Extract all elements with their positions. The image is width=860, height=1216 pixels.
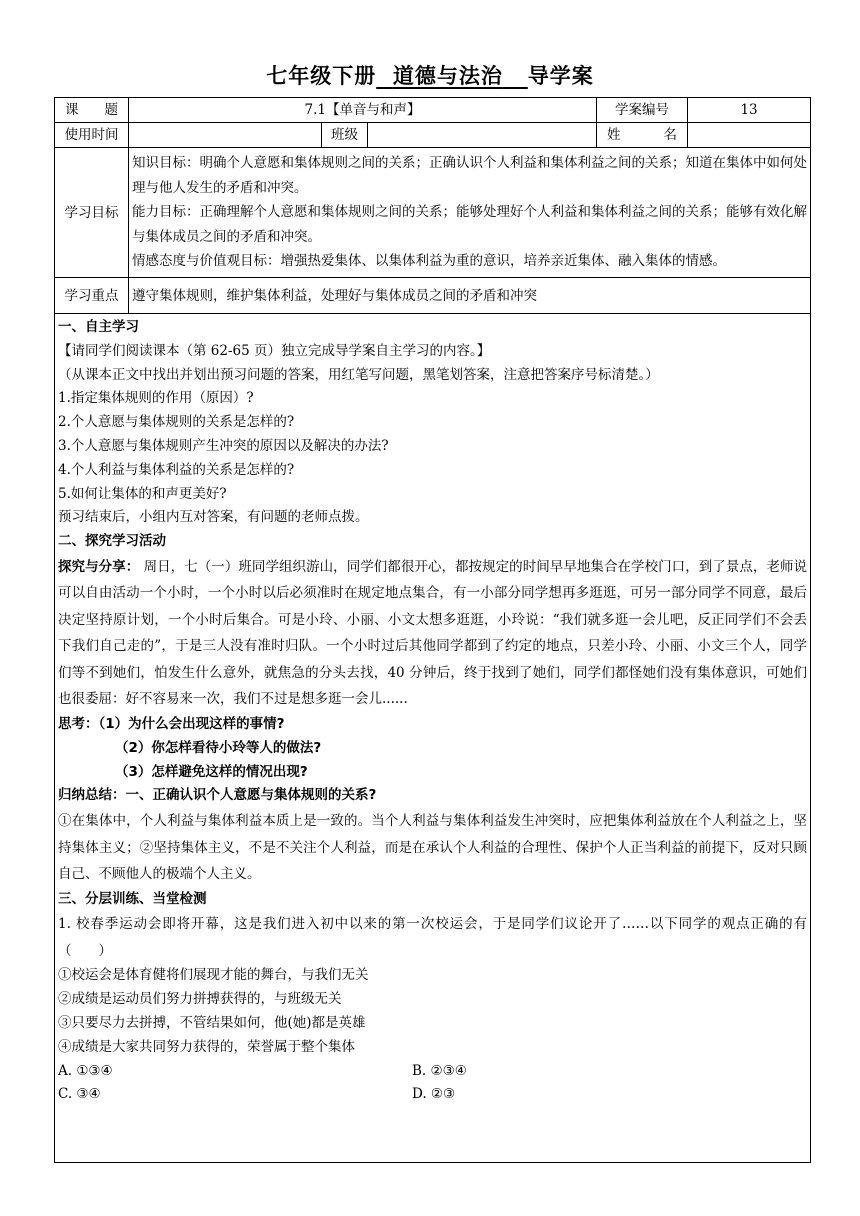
self-study-instruction: 【请同学们阅读课本（第 62-65 页）独立完成导学案自主学习的内容。】 bbox=[58, 342, 491, 359]
practice-heading: 三、分层训练、当堂检测 bbox=[58, 890, 207, 907]
title-subject: 道德与法治 bbox=[392, 64, 503, 88]
options-row-1 bbox=[58, 1060, 807, 1084]
class-label: 班级 bbox=[322, 123, 368, 148]
row-topic bbox=[55, 98, 811, 123]
story-text: 周日，七（一）班同学组织游山，同学们都很开心，都按规定的时间早早地集合在学校门口，到了景点，老师说可以自由活动一个小时，一个小时以后必须准时在规定地点集合，有一小部分同学想再多逛逛，可另一部分同学不同意，最后决定坚持原计划，一个小时后集合。可是小玲、小丽、小文太想多逛逛，小玲说：“我们就多逛一会儿吧，反正同学们不会丢下我们自己走的”，于是三人没有准时归队。一个小时过后其他同学都到了约定的地点，只差小玲、小丽、小文三个人，同学们等不到她们，怕发生什么意外，就焦急的分头去找，40 分钟后，终于找到了她们，同学们都怪她们没有集体意识，可她们也很委屈：好不容易来一次，我们不过是想多逛一会儿...... bbox=[58, 558, 808, 708]
think-line-2: （2）你怎样看待小玲等人的做法? bbox=[115, 739, 322, 756]
option-b[interactable]: B. ②③④ bbox=[412, 1062, 467, 1079]
question-item: 2.个人意愿与集体规则的关系是怎样的? bbox=[58, 414, 295, 431]
practice-question: 1. 校春季运动会即将开幕，这是我们进入初中以来的第一次校运会，于是同学们议论开了……以下同学的观点正确的有（ ） bbox=[58, 916, 808, 959]
goal-emotion: 情感态度与价值观目标：增强热爱集体、以集体利益为重的意识，培养亲近集体、融入集体的情感。 bbox=[132, 253, 726, 270]
think-line-3: （3）怎样避免这样的情况出现? bbox=[115, 763, 308, 780]
summary-text: ①在集体中，个人利益与集体利益本质上是一致的。当个人利益与集体利益发生冲突时，应把集体利益放在个人利益之上，坚持集体主义；②坚持集体主义，不是不关注个人利益，而是在承认个人利益的合理性、保护个人正当利益的前提下，反对只顾自己、不顾他人的极端个人主义。 bbox=[58, 813, 808, 883]
topic-label: 课 题 bbox=[55, 98, 129, 123]
row-time bbox=[55, 123, 811, 148]
explore-story bbox=[58, 554, 807, 713]
row-focus bbox=[55, 278, 811, 314]
topic-value[interactable]: 7.1【单音与和声】 bbox=[129, 98, 597, 123]
code-value[interactable]: 13 bbox=[688, 98, 811, 123]
option-a[interactable]: A. ①③④ bbox=[58, 1062, 113, 1079]
name-value[interactable] bbox=[688, 123, 811, 148]
goal-knowledge: 知识目标：明确个人意愿和集体规则之间的关系；正确认识个人利益和集体利益之间的关系；知道在集体中如何处理与他人发生的矛盾和冲突。 bbox=[132, 155, 807, 196]
story-label: 探究与分享： bbox=[58, 558, 140, 575]
think-line-1: 思考：（1）为什么会出现这样的事情? bbox=[58, 715, 285, 732]
question-item: 4.个人利益与集体利益的关系是怎样的? bbox=[58, 461, 295, 478]
title-suffix: 导学案 bbox=[527, 64, 594, 88]
goal-ability: 能力目标：正确理解个人意愿和集体规则之间的关系；能够处理好个人利益和集体利益之间的关系；能够有效化解与集体成员之间的矛盾和冲突。 bbox=[132, 204, 807, 245]
goals-content bbox=[129, 148, 811, 278]
focus-label: 学习重点 bbox=[55, 278, 129, 314]
content-cell bbox=[55, 314, 811, 1163]
name-label: 姓 名 bbox=[597, 123, 688, 148]
worksheet-table bbox=[54, 97, 811, 1163]
self-study-heading: 一、自主学习 bbox=[58, 319, 139, 335]
self-study-after: 预习结束后，小组内互对答案，有问题的老师点拨。 bbox=[58, 509, 369, 526]
explore-heading: 二、探究学习活动 bbox=[58, 533, 166, 550]
time-label: 使用时间 bbox=[55, 123, 129, 148]
row-content bbox=[55, 314, 811, 1163]
time-value[interactable] bbox=[129, 123, 322, 148]
statement-item: ④成绩是大家共同努力获得的，荣誉属于整个集体 bbox=[58, 1038, 355, 1055]
code-label: 学案编号 bbox=[597, 98, 688, 123]
page-title bbox=[0, 60, 860, 90]
options-row-2 bbox=[58, 1083, 807, 1107]
option-d[interactable]: D. ②③ bbox=[412, 1086, 456, 1103]
goals-label: 学习目标 bbox=[55, 148, 129, 278]
question-item: 1.指定集体规则的作用（原因）? bbox=[58, 390, 254, 407]
statement-item: ①校运会是体育健将们展现才能的舞台，与我们无关 bbox=[58, 967, 369, 984]
class-value[interactable] bbox=[368, 123, 597, 148]
option-c[interactable]: C. ③④ bbox=[58, 1086, 101, 1103]
focus-text: 遵守集体规则，维护集体利益，处理好与集体成员之间的矛盾和冲突 bbox=[129, 278, 811, 314]
title-prefix: 七年级下册 bbox=[266, 64, 377, 88]
summary-heading: 归纳总结：一、正确认识个人意愿与集体规则的关系? bbox=[58, 787, 377, 804]
self-study-note: （从课本正文中找出并划出预习问题的答案，用红笔写问题，黑笔划答案，注意把答案序号标清楚。） bbox=[58, 366, 659, 383]
question-item: 5.如何让集体的和声更美好? bbox=[58, 485, 227, 502]
row-goals bbox=[55, 148, 811, 278]
statement-item: ③只要尽力去拼搏，不管结果如何，他(她)都是英雄 bbox=[58, 1015, 366, 1032]
statement-item: ②成绩是运动员们努力拼搏获得的，与班级无关 bbox=[58, 991, 342, 1008]
question-item: 3.个人意愿与集体规则产生冲突的原因以及解决的办法? bbox=[58, 437, 389, 454]
